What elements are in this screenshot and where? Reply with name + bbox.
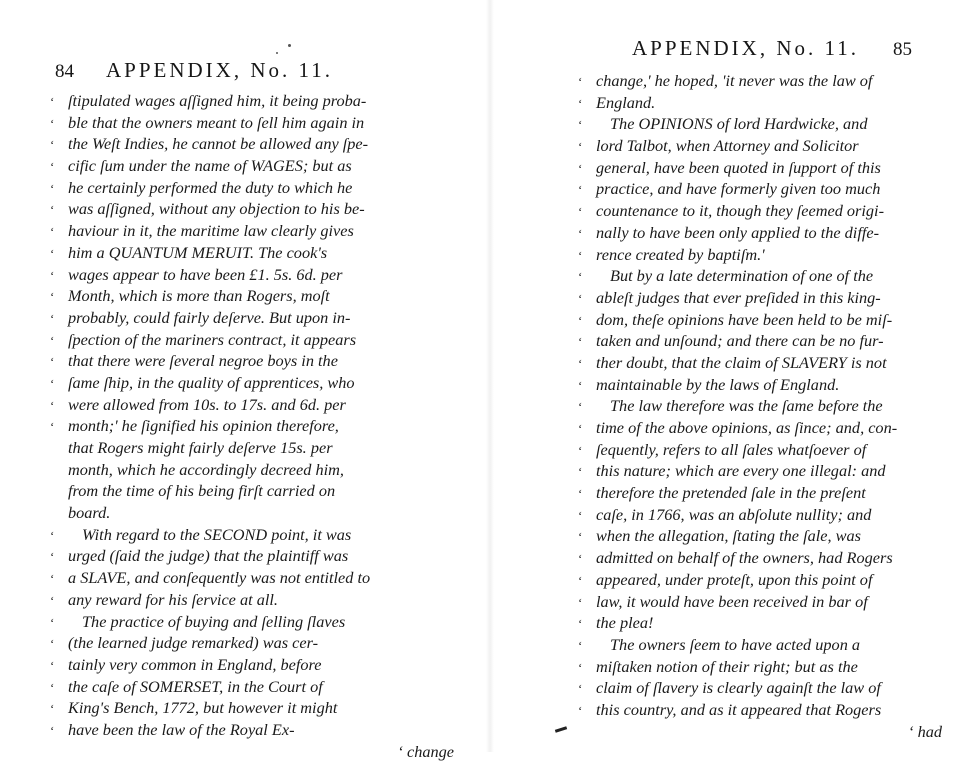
line-text: But by a late determination of one of the (610, 266, 874, 286)
quote-mark: ‘ (50, 636, 55, 652)
quote-mark: ‘ (50, 657, 55, 673)
quote-mark: ‘ (50, 722, 55, 738)
quote-mark: ‘ (50, 310, 55, 326)
text-line (578, 70, 958, 92)
line-text: ble that the owners meant to ſell him again in (68, 112, 365, 132)
text-line (50, 220, 470, 242)
line-text: general, have been quoted in ſupport of this (596, 157, 881, 177)
text-line (578, 135, 958, 157)
quote-mark: ‘ (578, 616, 583, 632)
line-text: month, which he accordingly decreed him, (68, 459, 344, 479)
quote-mark: ‘ (50, 527, 55, 543)
quote-mark: ‘ (50, 549, 55, 565)
line-text: ther doubt, that the claim of SLAVERY is not (596, 352, 887, 372)
right-running-head (632, 36, 912, 61)
text-line (50, 285, 470, 307)
line-text: ‘ had (908, 721, 942, 741)
quote-mark: ‘ (50, 592, 55, 608)
line-text: Month, which is more than Rogers, moſt (68, 286, 330, 306)
quote-mark: ‘ (578, 290, 583, 306)
text-line (578, 612, 958, 634)
line-text: With regard to the SECOND point, it was (82, 524, 352, 544)
quote-mark: ‘ (578, 269, 583, 285)
line-text: was aſſigned, without any objection to his be- (68, 199, 365, 219)
line-text: caſe, in 1766, was an abſolute nullity; and (596, 504, 872, 524)
text-line (50, 112, 470, 134)
text-line (50, 480, 470, 502)
left-page (0, 0, 490, 761)
text-line (578, 92, 958, 114)
line-text: taken and unſound; and there can be no fur- (596, 331, 884, 351)
quote-mark: ‘ (578, 160, 583, 176)
quote-mark: ‘ (578, 95, 583, 111)
line-text: rence created by baptiſm.' (596, 244, 765, 264)
line-text: nally to have been only applied to the diffe- (596, 222, 880, 242)
line-text: ſequently, refers to all ſales whatſoever of (596, 439, 867, 459)
text-line (50, 415, 470, 437)
quote-mark: ‘ (50, 419, 55, 435)
line-text: month;' he ſignified his opinion therefore, (68, 416, 339, 436)
quote-mark: ‘ (50, 267, 55, 283)
line-text: ſame ſhip, in the quality of apprentices, who (68, 372, 355, 392)
line-text: from the time of his being firſt carried on (68, 481, 336, 501)
line-text: that there were ſeveral negroe boys in the (68, 351, 338, 371)
quote-mark: ‘ (50, 571, 55, 587)
quote-mark: ‘ (578, 507, 583, 523)
text-line (578, 591, 958, 613)
text-line (578, 634, 958, 656)
text-line (578, 244, 958, 266)
text-line (578, 157, 958, 179)
line-text: ‘ change (397, 741, 454, 761)
text-line (50, 133, 470, 155)
text-line (50, 177, 470, 199)
line-text: ſpection of the mariners contract, it appears (68, 329, 357, 349)
quote-mark: ‘ (50, 375, 55, 391)
text-line (50, 242, 470, 264)
line-text: admitted on behalf of the owners, had Rogers (596, 548, 893, 568)
text-line (578, 309, 958, 331)
text-line (50, 372, 470, 394)
line-text: practice, and have formerly given too much (596, 179, 881, 199)
text-line (578, 482, 958, 504)
quote-mark: ‘ (50, 701, 55, 717)
line-text: law, it would have been received in bar of (596, 591, 868, 611)
text-line (50, 155, 470, 177)
quote-mark: ‘ (578, 355, 583, 371)
line-text: ableſt judges that ever preſided in this king- (596, 287, 881, 307)
line-text: haviour in it, the maritime law clearly gives (68, 221, 354, 241)
right-running-head-title: APPENDIX, No. 11. (632, 36, 859, 60)
text-line (50, 307, 470, 329)
text-line (578, 547, 958, 569)
scan-speck (276, 52, 278, 54)
quote-mark: ‘ (578, 399, 583, 415)
line-text: miſtaken notion of their right; but as the (596, 656, 858, 676)
line-text: England. (596, 92, 656, 112)
text-line (50, 567, 470, 589)
text-line (50, 676, 470, 698)
quote-mark: ‘ (578, 486, 583, 502)
right-page (490, 0, 980, 752)
quote-mark: ‘ (578, 442, 583, 458)
quote-mark: ‘ (578, 572, 583, 588)
quote-mark: ‘ (578, 312, 583, 328)
text-line (578, 200, 958, 222)
line-text: King's Bench, 1772, but however it might (68, 698, 338, 718)
quote-mark: ‘ (578, 551, 583, 567)
text-line (50, 90, 470, 112)
quote-mark: ‘ (578, 421, 583, 436)
quote-mark: ‘ (578, 247, 583, 263)
quote-mark: ‘ (50, 614, 55, 630)
quote-mark: ‘ (50, 115, 55, 131)
quote-mark: ‘ (50, 224, 55, 240)
quote-mark: ‘ (578, 702, 583, 718)
text-line (578, 374, 958, 396)
text-line (50, 524, 470, 546)
line-text: The owners ſeem to have acted upon a (610, 634, 861, 654)
line-text: cific ſum under the name of WAGES; but as (68, 156, 352, 176)
line-text: claim of ſlavery is clearly againſt the law of (596, 678, 881, 698)
quote-mark: ‘ (578, 117, 583, 133)
text-line (578, 699, 958, 721)
line-text: countenance to it, though they ſeemed origi- (596, 201, 885, 221)
quote-mark: ‘ (50, 289, 55, 305)
quote-mark: ‘ (50, 94, 55, 109)
text-line (50, 741, 470, 762)
text-line (50, 611, 470, 633)
line-text: dom, theſe opinions have been held to be miſ- (596, 309, 893, 329)
quote-mark: ‘ (50, 397, 55, 413)
line-text: therefore the pretended ſale in the preſent (596, 483, 866, 503)
line-text: lord Talbot, when Attorney and Solicitor (596, 136, 859, 156)
text-line (578, 460, 958, 482)
right-page-number: 85 (892, 39, 912, 60)
text-line (578, 677, 958, 699)
line-text: change,' he hoped, 'it never was the law of (596, 71, 873, 90)
line-text: probably, could fairly deſerve. But upon in- (68, 307, 351, 327)
quote-mark: ‘ (578, 225, 583, 241)
line-text: wages appear to have been £1. 5s. 6d. per (68, 264, 343, 284)
text-line (50, 198, 470, 220)
text-line (50, 545, 470, 567)
quote-mark: ‘ (50, 180, 55, 196)
quote-mark: ‘ (578, 659, 583, 675)
quote-mark: ‘ (578, 681, 583, 697)
quote-mark: ‘ (578, 139, 583, 155)
line-text: tainly very common in England, before (68, 654, 322, 674)
quote-mark: ‘ (578, 204, 583, 220)
line-text: when the allegation, ſtating the ſale, was (596, 526, 861, 546)
left-page-number: 84 (55, 61, 74, 82)
line-text: a SLAVE, and conſequently was not entitled to (68, 568, 371, 588)
line-text: urged (ſaid the judge) that the plaintiff was (68, 546, 349, 566)
line-text: him a QUANTUM MERUIT. The cook's (68, 242, 328, 262)
text-line (50, 697, 470, 719)
text-line (50, 437, 470, 459)
line-text: (the learned judge remarked) was cer- (68, 633, 318, 653)
quote-mark: ‘ (578, 464, 583, 480)
quote-mark: ‘ (50, 137, 55, 153)
text-line (578, 222, 958, 244)
quote-mark: ‘ (50, 354, 55, 370)
text-line (50, 264, 470, 286)
left-running-head-title: APPENDIX, No. 11. (106, 58, 333, 82)
text-line (578, 525, 958, 547)
text-line (50, 502, 470, 524)
quote-mark: ‘ (578, 334, 583, 350)
text-line (578, 287, 958, 309)
quote-mark: ‘ (50, 332, 55, 348)
text-line (50, 329, 470, 351)
text-line (578, 265, 958, 287)
left-page-text (50, 90, 470, 762)
quote-mark: ‘ (50, 202, 55, 218)
text-line (578, 178, 958, 200)
quote-mark: ‘ (578, 594, 583, 610)
line-text: this country, and as it appeared that Rogers (596, 699, 882, 719)
line-text: any reward for his ſervice at all. (68, 589, 278, 609)
line-text: maintainable by the laws of England. (596, 374, 840, 394)
line-text: time of the above opinions, as ſince; and, con- (596, 418, 898, 437)
line-text: this nature; which are every one illegal: and (596, 461, 886, 481)
text-line (50, 350, 470, 372)
text-line (578, 439, 958, 461)
text-line (578, 352, 958, 374)
line-text: he certainly performed the duty to which he (68, 177, 353, 197)
quote-mark: ‘ (578, 377, 583, 393)
line-text: have been the law of the Royal Ex- (68, 719, 295, 739)
line-text: the Weſt Indies, he cannot be allowed any ſpe- (68, 134, 369, 154)
text-line (50, 632, 470, 654)
line-text: The OPINIONS of lord Hardwicke, and (610, 114, 868, 134)
text-line (578, 721, 958, 743)
quote-mark: ‘ (578, 529, 583, 545)
quote-mark: ‘ (50, 245, 55, 261)
text-line (50, 589, 470, 611)
text-line (578, 569, 958, 591)
line-text: the caſe of SOMERSET, in the Court of (68, 676, 323, 696)
text-line (50, 394, 470, 416)
text-line (578, 395, 958, 417)
line-text: were allowed from 10s. to 17s. and 6d. per (68, 394, 346, 414)
text-line (578, 113, 958, 135)
left-running-head (55, 58, 333, 83)
line-text: ſtipulated wages aſſigned him, it being proba- (68, 91, 367, 110)
line-text: the plea! (596, 613, 654, 633)
quote-mark: ‘ (578, 74, 583, 89)
line-text: that Rogers might fairly deſerve 15s. per (68, 438, 333, 457)
text-line (50, 459, 470, 481)
right-page-text (578, 70, 958, 742)
scan-speck (288, 44, 291, 47)
text-line (50, 654, 470, 676)
text-line (50, 719, 470, 741)
quote-mark: ‘ (578, 637, 583, 653)
quote-mark: ‘ (578, 182, 583, 198)
text-line (578, 417, 958, 439)
line-text: The practice of buying and ſelling ſlaves (82, 611, 346, 631)
quote-mark: ‘ (50, 159, 55, 175)
line-text: board. (68, 503, 111, 523)
text-line (578, 656, 958, 678)
line-text: appeared, under proteſt, upon this point of (596, 569, 873, 589)
text-line (578, 330, 958, 352)
line-text: The law therefore was the ſame before the (610, 396, 883, 416)
text-line (578, 504, 958, 526)
quote-mark: ‘ (50, 679, 55, 695)
